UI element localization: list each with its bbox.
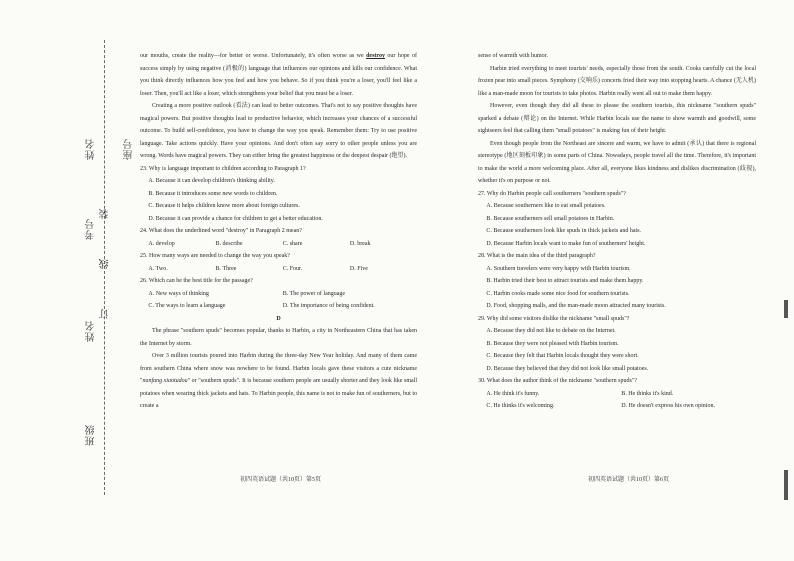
scan-edge-mark: [784, 300, 788, 318]
option: C. Because it helps children know more about foreign cultures.: [148, 203, 300, 209]
option: A. develop: [148, 240, 175, 247]
options-row: [140, 288, 417, 301]
option: A. Because they did not like to debate on the Internet.: [486, 328, 616, 334]
option: D. Because they believed that they did not look like small potatoes.: [486, 365, 649, 372]
binding-gutter: [0, 0, 135, 561]
question-26: 26. Which can be the best title for the passage?: [140, 278, 253, 284]
option: C. share: [282, 240, 303, 247]
option: B. Harbin tried their best to attract tourists and make them happy.: [486, 278, 644, 284]
option: A. Because southerners like to eat small potatoes.: [486, 203, 606, 209]
question-23: 23. Why is language important to children according to Paragraph 1?: [140, 165, 306, 172]
passage-d-paragraph-2: Over 3 million tourists poured into Harbin during the three-day New Year holiday. And many of them came from southern China where snow was nowhere to be found. Harbin locals gave these visitors a cute nickname "nanfang xiaotudou" or "southern spuds". It is because southern people are usually shorter and they look like small potatoes when wearing thick jackets and hats. To Harbin people, this name is not to make fun of southerners, but to create a: [140, 353, 417, 409]
question-30: 30. What does the author think of the nickname "southern spuds"?: [478, 378, 637, 384]
option: A. Two.: [148, 265, 168, 272]
passage-d-paragraph-1: The phrase "southern spuds" becomes popular, thanks to Harbin, a city in Northeastern China that has taken the Internet by storm.: [140, 328, 417, 347]
option: D. Food, shopping malls, and the man-made moon attracted many tourists.: [486, 303, 666, 309]
option: D. He doesn't express his own opinion.: [621, 403, 715, 409]
scan-edge-mark: [784, 470, 788, 500]
question-27: 27. Why do Harbin people call southerners "southern spuds"?: [478, 190, 626, 197]
paragraph: sense of warmth with humor.: [478, 53, 548, 59]
question-29: 29. Why did some visitors dislike the nickname "small spuds"?: [478, 315, 630, 322]
label-name: 姓名: [86, 320, 97, 342]
paragraph: Harbin tried everything to meet tourists' needs, especially those from the south. Cooks carefully cut the local frozen pear into small pieces. Symphony (交响乐) concerts fried their way into stopping hearts. A chance (无人机) like a man-made moon for tourists to take photos. Harbin really went all out to make them happy.: [478, 65, 756, 97]
option: D. break: [349, 240, 371, 247]
option: A. Because it can develop children's thinking ability.: [148, 178, 275, 184]
underlined-word: destroy: [366, 53, 385, 59]
option: D. Because Harbin locals want to make fun of southerners' height.: [486, 240, 646, 247]
options-row: [140, 300, 417, 313]
option: D. Five: [349, 265, 368, 272]
paragraph: Even though people from the Northeast are sincere and warm, we have to admit (承认) that there is regional stereotype (地区刻板印象) in some parts of China. Nowadays, people travel all the time. Therefore, it's important to make the world a more welcoming place. After all, everyone likes kindness and dislikes discrimination (歧视), whether it's on purpose or not.: [478, 140, 756, 184]
option: C. Because southerners look like spuds in thick jackets and hats.: [486, 228, 642, 234]
right-page-text: [478, 50, 756, 413]
paragraph-1: our mouths, create the reality—for better or worse. Unfortunately, it's often worse as we destroy our hope of success simply by using negative (消极的) language that influences our opinions and kills our confidence. What you think directly influences how you feel and how you behave. So if you think you're a loser, you'll feel like a loser. Then, you'll act like a loser, which strengthens your belief that you must be a loser.: [140, 53, 417, 97]
label-seat-field: 座号: [124, 138, 135, 160]
mark-ding: 订: [100, 308, 111, 319]
option: B. He thinks it's kind.: [621, 390, 674, 397]
question-24: 24. What does the underlined word "destroy" in Paragraph 2 mean?: [140, 228, 302, 234]
option: B. The power of language: [282, 290, 346, 297]
option: D. Because it can provide a chance for children to get a better education.: [148, 215, 323, 222]
left-page-text: [140, 50, 417, 413]
option: A. Southern travelers were very happy with Harbin tourism.: [486, 265, 631, 272]
mark-xian: 线: [100, 258, 111, 269]
question-28: 28. What is the main idea of the third paragraph?: [478, 253, 596, 259]
option: A. New ways of thinking: [148, 290, 209, 297]
label-exam-number: 考号: [86, 218, 97, 240]
option: C. He thinks it's welcoming.: [486, 403, 555, 409]
option: B. Three: [215, 265, 237, 272]
option: C. Harbin cooks made some nice food for southern tourists.: [486, 290, 630, 297]
option: A. He think it's funny.: [486, 390, 540, 397]
section-heading: D: [276, 315, 281, 322]
option: B. Because they were not pleased with Harbin tourism.: [486, 340, 619, 347]
options-row: [140, 263, 417, 276]
option: B. describe: [215, 240, 243, 247]
label-name-field: 姓名: [86, 138, 97, 160]
option: B. Because southerners sell small potatoes in Harbin.: [486, 215, 615, 222]
question-25: 25. How many ways are needed to change the way you speak?: [140, 253, 290, 259]
options-row: [478, 400, 756, 413]
option: C. The ways to learn a language: [148, 303, 226, 309]
paragraph: However, even though they did all these to please the southern tourists, this nickname "southern spuds" sparked a debate (辩论) on the Internet. While Harbin locals use the name to show warmth and goodwill, some sightseers feel that calling them "small potatoes" is making fun of their height.: [478, 103, 756, 134]
page-footer-right: 初四英语试题（共10页）第6页: [588, 477, 670, 483]
option: C. Because they felt that Harbin locals thought they were short.: [486, 353, 639, 359]
mark-zhuang: 装: [100, 208, 111, 219]
option: C. Four.: [282, 265, 303, 272]
option: B. Because it introduces some new words to children.: [148, 190, 278, 197]
option: D. The importance of being confident.: [282, 303, 375, 309]
page-footer-left: 初四英语试题（共10页）第5页: [240, 477, 322, 483]
paragraph-2: Creating a more positive outlook (看法) can lead to better outcomes. That's not to say positive thoughts have magical powers. But positive thoughts lead to productive behavior, which increases your chances of a successful outcome. To build self-confidence, you have to change the way you speak. Remember them: Try to use positive language. Take actions quickly. Have your opinions. And don't often say sorry to other people unless you are wrong. Words have magical powers. They can either bring the greatest happiness or the deepest despair (绝望).: [140, 103, 417, 159]
label-class: 班级: [86, 424, 97, 446]
options-row: [478, 388, 756, 401]
options-row: [140, 238, 417, 251]
